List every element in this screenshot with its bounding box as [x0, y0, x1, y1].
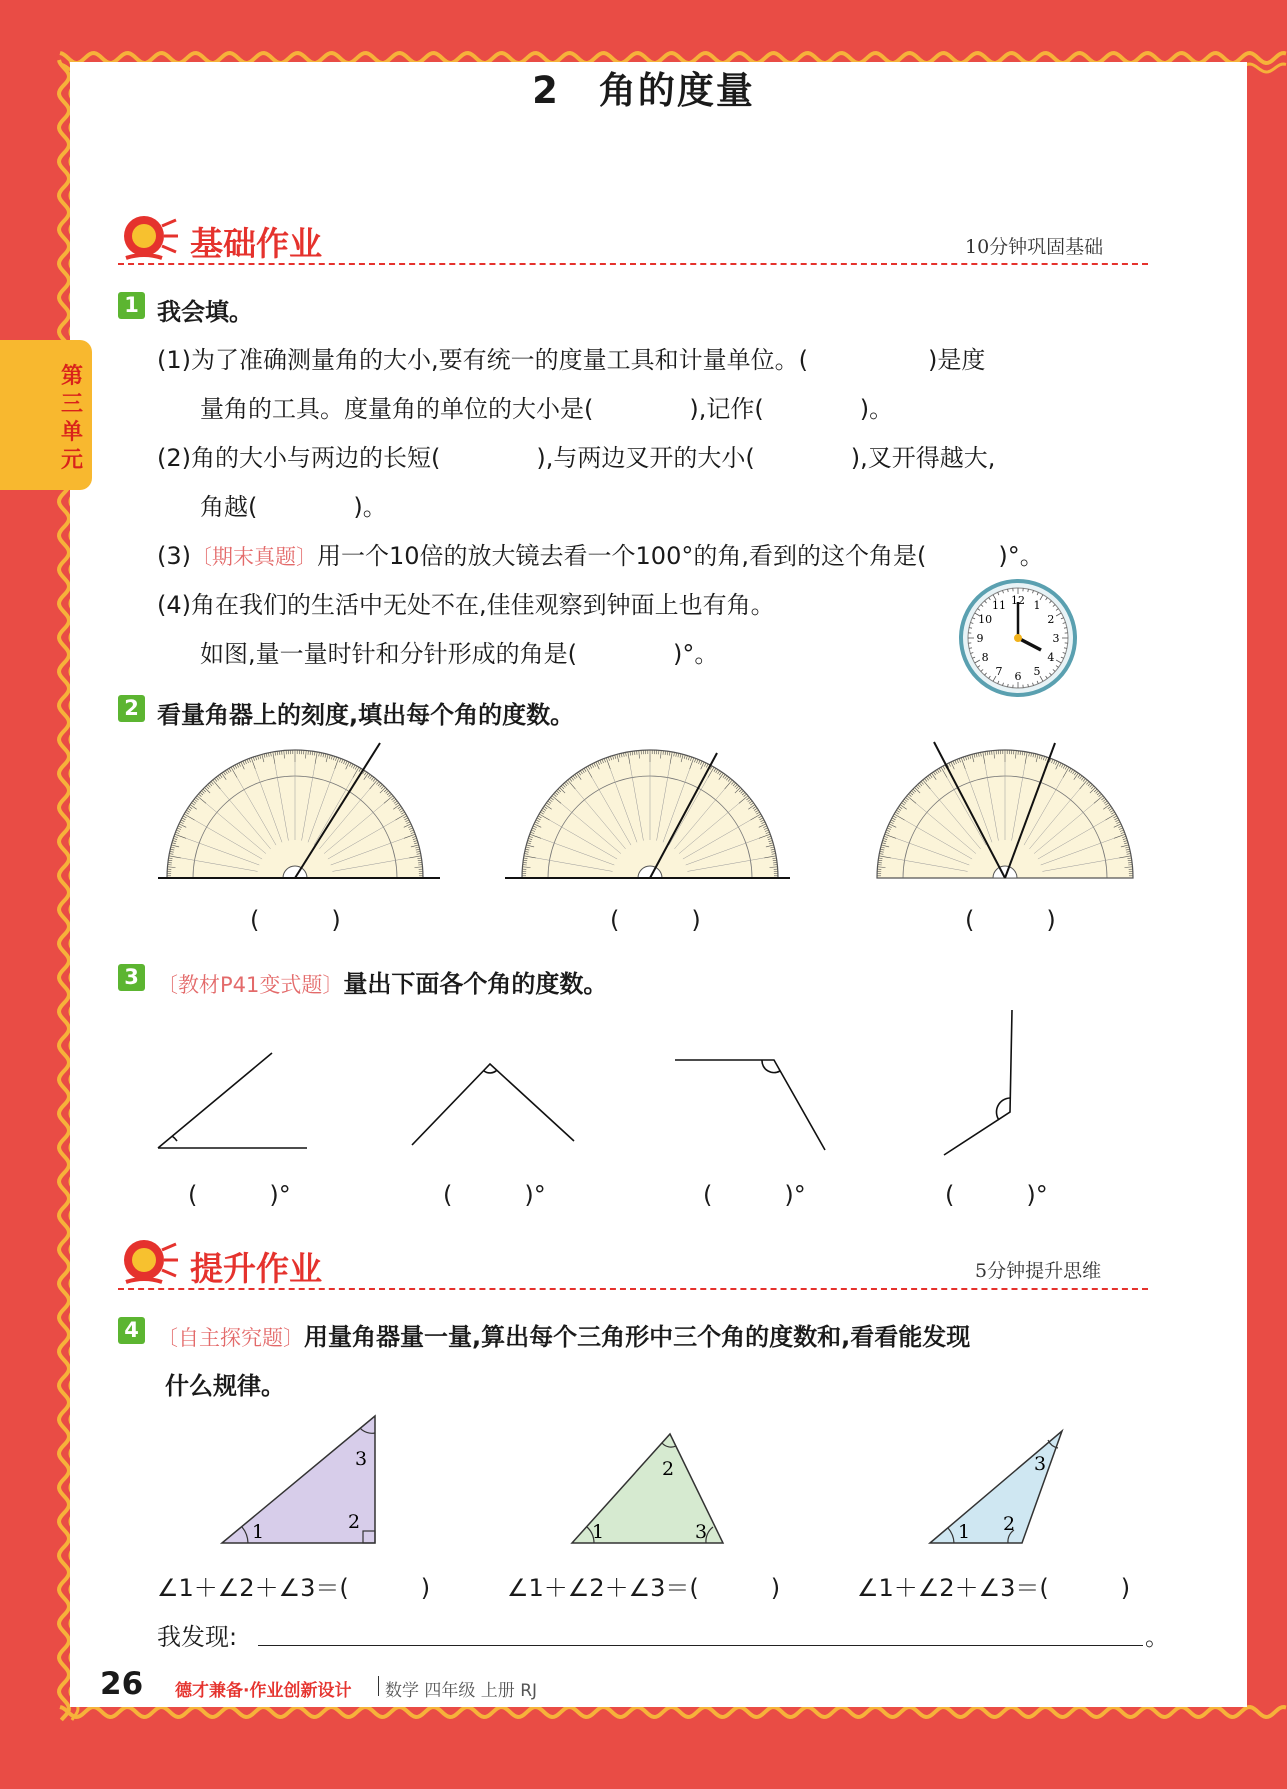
q1-heading: 我会填。	[157, 298, 253, 326]
question-number-badge: 1	[118, 292, 145, 319]
clock-numeral: 7	[995, 664, 1003, 678]
q1-part4-line1: (4)角在我们的生活中无处不在,佳佳观察到钟面上也有角。	[157, 591, 775, 619]
section-basic-divider	[118, 263, 1148, 265]
clock-numeral: 2	[1047, 613, 1055, 626]
section-advanced-subtitle: 5分钟提升思维	[975, 1260, 1102, 1282]
discover-period: 。	[1145, 1623, 1169, 1651]
q4-sum-1[interactable]: ∠1＋∠2＋∠3＝( )	[157, 1574, 431, 1602]
exam-tag: 〔期末真题〕	[191, 545, 317, 569]
q1-part2-line1: (2)角的大小与两边的长短( ),与两边叉开的大小( ),叉开得越大,	[157, 444, 996, 472]
question-number-badge: 3	[118, 964, 145, 991]
q2-answer-blank-3[interactable]: ( )	[965, 906, 1056, 934]
clock-numeral: 5	[1033, 664, 1041, 678]
clock-numeral: 9	[976, 632, 984, 645]
clock-numeral: 1	[1033, 599, 1041, 613]
angle-label: 2	[1003, 1513, 1016, 1535]
section-basic-subtitle: 10分钟巩固基础	[965, 236, 1104, 258]
section-advanced-divider	[118, 1288, 1148, 1290]
q4-heading-line2: 什么规律。	[165, 1372, 285, 1400]
angle-label: 3	[355, 1448, 368, 1470]
angle-label: 1	[958, 1521, 971, 1543]
angle-label: 2	[662, 1458, 675, 1480]
section-advanced-title: 提升作业	[190, 1249, 322, 1288]
triangle-2	[572, 1434, 723, 1543]
q4-heading-text: 用量角器量一量,算出每个三角形中三个角的度数和,看看能发现	[304, 1323, 971, 1351]
discover-label: 我发现:	[157, 1623, 238, 1651]
q3-heading	[157, 964, 607, 999]
page-number: 26	[100, 1666, 144, 1702]
triangle-3	[930, 1431, 1062, 1543]
protractor-2	[505, 740, 795, 890]
clock-face	[958, 578, 1078, 698]
angle-label: 3	[1034, 1453, 1047, 1475]
discover-answer-line[interactable]	[258, 1645, 1143, 1646]
angle-label: 1	[592, 1521, 605, 1543]
clock-numeral: 12	[1011, 594, 1025, 607]
angle-d	[944, 1010, 1012, 1155]
protractor-1	[150, 740, 440, 890]
q3-answer-blank-1[interactable]: ( )°	[188, 1181, 291, 1209]
page-title: 2 角的度量	[532, 69, 755, 112]
q4-sum-3[interactable]: ∠1＋∠2＋∠3＝( )	[857, 1574, 1131, 1602]
q1-part2-line2: 角越( )。	[200, 493, 387, 521]
footer-brand: 德才兼备·作业创新设计	[175, 1681, 352, 1701]
angle-label: 1	[252, 1521, 265, 1543]
question-number-badge: 4	[118, 1317, 145, 1344]
footer-book-info: 数学 四年级 上册 RJ	[385, 1681, 538, 1701]
textbook-tag: 〔教材P41变式题〕	[157, 973, 344, 997]
triangle-1	[222, 1416, 375, 1543]
q4-heading-line1	[157, 1317, 970, 1352]
clock-numeral: 10	[978, 613, 993, 626]
q2-heading: 看量角器上的刻度,填出每个角的度数。	[157, 701, 575, 729]
q3-heading-text: 量出下面各个角的度数。	[343, 970, 608, 998]
q1-part1-line1: (1)为了准确测量角的大小,要有统一的度量工具和计量单位。( )是度	[157, 346, 986, 374]
q4-triangles	[210, 1410, 1200, 1550]
q1-part3-prefix: (3)	[157, 542, 191, 570]
angle-b	[412, 1064, 574, 1145]
q3-answer-blank-2[interactable]: ( )°	[443, 1181, 546, 1209]
clock-numeral: 11	[992, 599, 1006, 613]
q4-sum-2[interactable]: ∠1＋∠2＋∠3＝( )	[507, 1574, 781, 1602]
q2-answer-blank-1[interactable]: ( )	[250, 906, 341, 934]
angle-c	[675, 1060, 825, 1150]
q1-part3-text: 用一个10倍的放大镜去看一个100°的角,看到的这个角是( )°。	[317, 542, 1044, 570]
bell-icon	[118, 208, 180, 264]
clock-numeral: 8	[981, 651, 989, 664]
question-number-badge: 2	[118, 695, 145, 722]
clock-numeral: 6	[1014, 670, 1022, 683]
clock-numeral: 4	[1047, 651, 1055, 664]
clock-numeral: 3	[1052, 632, 1060, 645]
q3-answer-blank-4[interactable]: ( )°	[945, 1181, 1048, 1209]
q3-angles	[150, 1000, 1210, 1160]
q3-answer-blank-3[interactable]: ( )°	[703, 1181, 806, 1209]
angle-label: 3	[695, 1521, 708, 1543]
q1-part4-line2: 如图,量一量时针和分针形成的角是( )°。	[200, 640, 719, 668]
footer-divider	[378, 1676, 379, 1696]
section-basic-title: 基础作业	[190, 224, 322, 263]
explore-tag: 〔自主探究题〕	[157, 1326, 304, 1350]
angle-a	[158, 1053, 307, 1148]
unit-tab-label: 第三单元	[60, 364, 83, 473]
bell-icon	[118, 1232, 180, 1288]
q1-part3	[157, 536, 1044, 571]
protractor-3	[860, 740, 1150, 890]
angle-label: 2	[348, 1511, 361, 1533]
q1-part1-line2: 量角的工具。度量角的单位的大小是( ),记作( )。	[200, 395, 894, 423]
q2-answer-blank-2[interactable]: ( )	[610, 906, 701, 934]
